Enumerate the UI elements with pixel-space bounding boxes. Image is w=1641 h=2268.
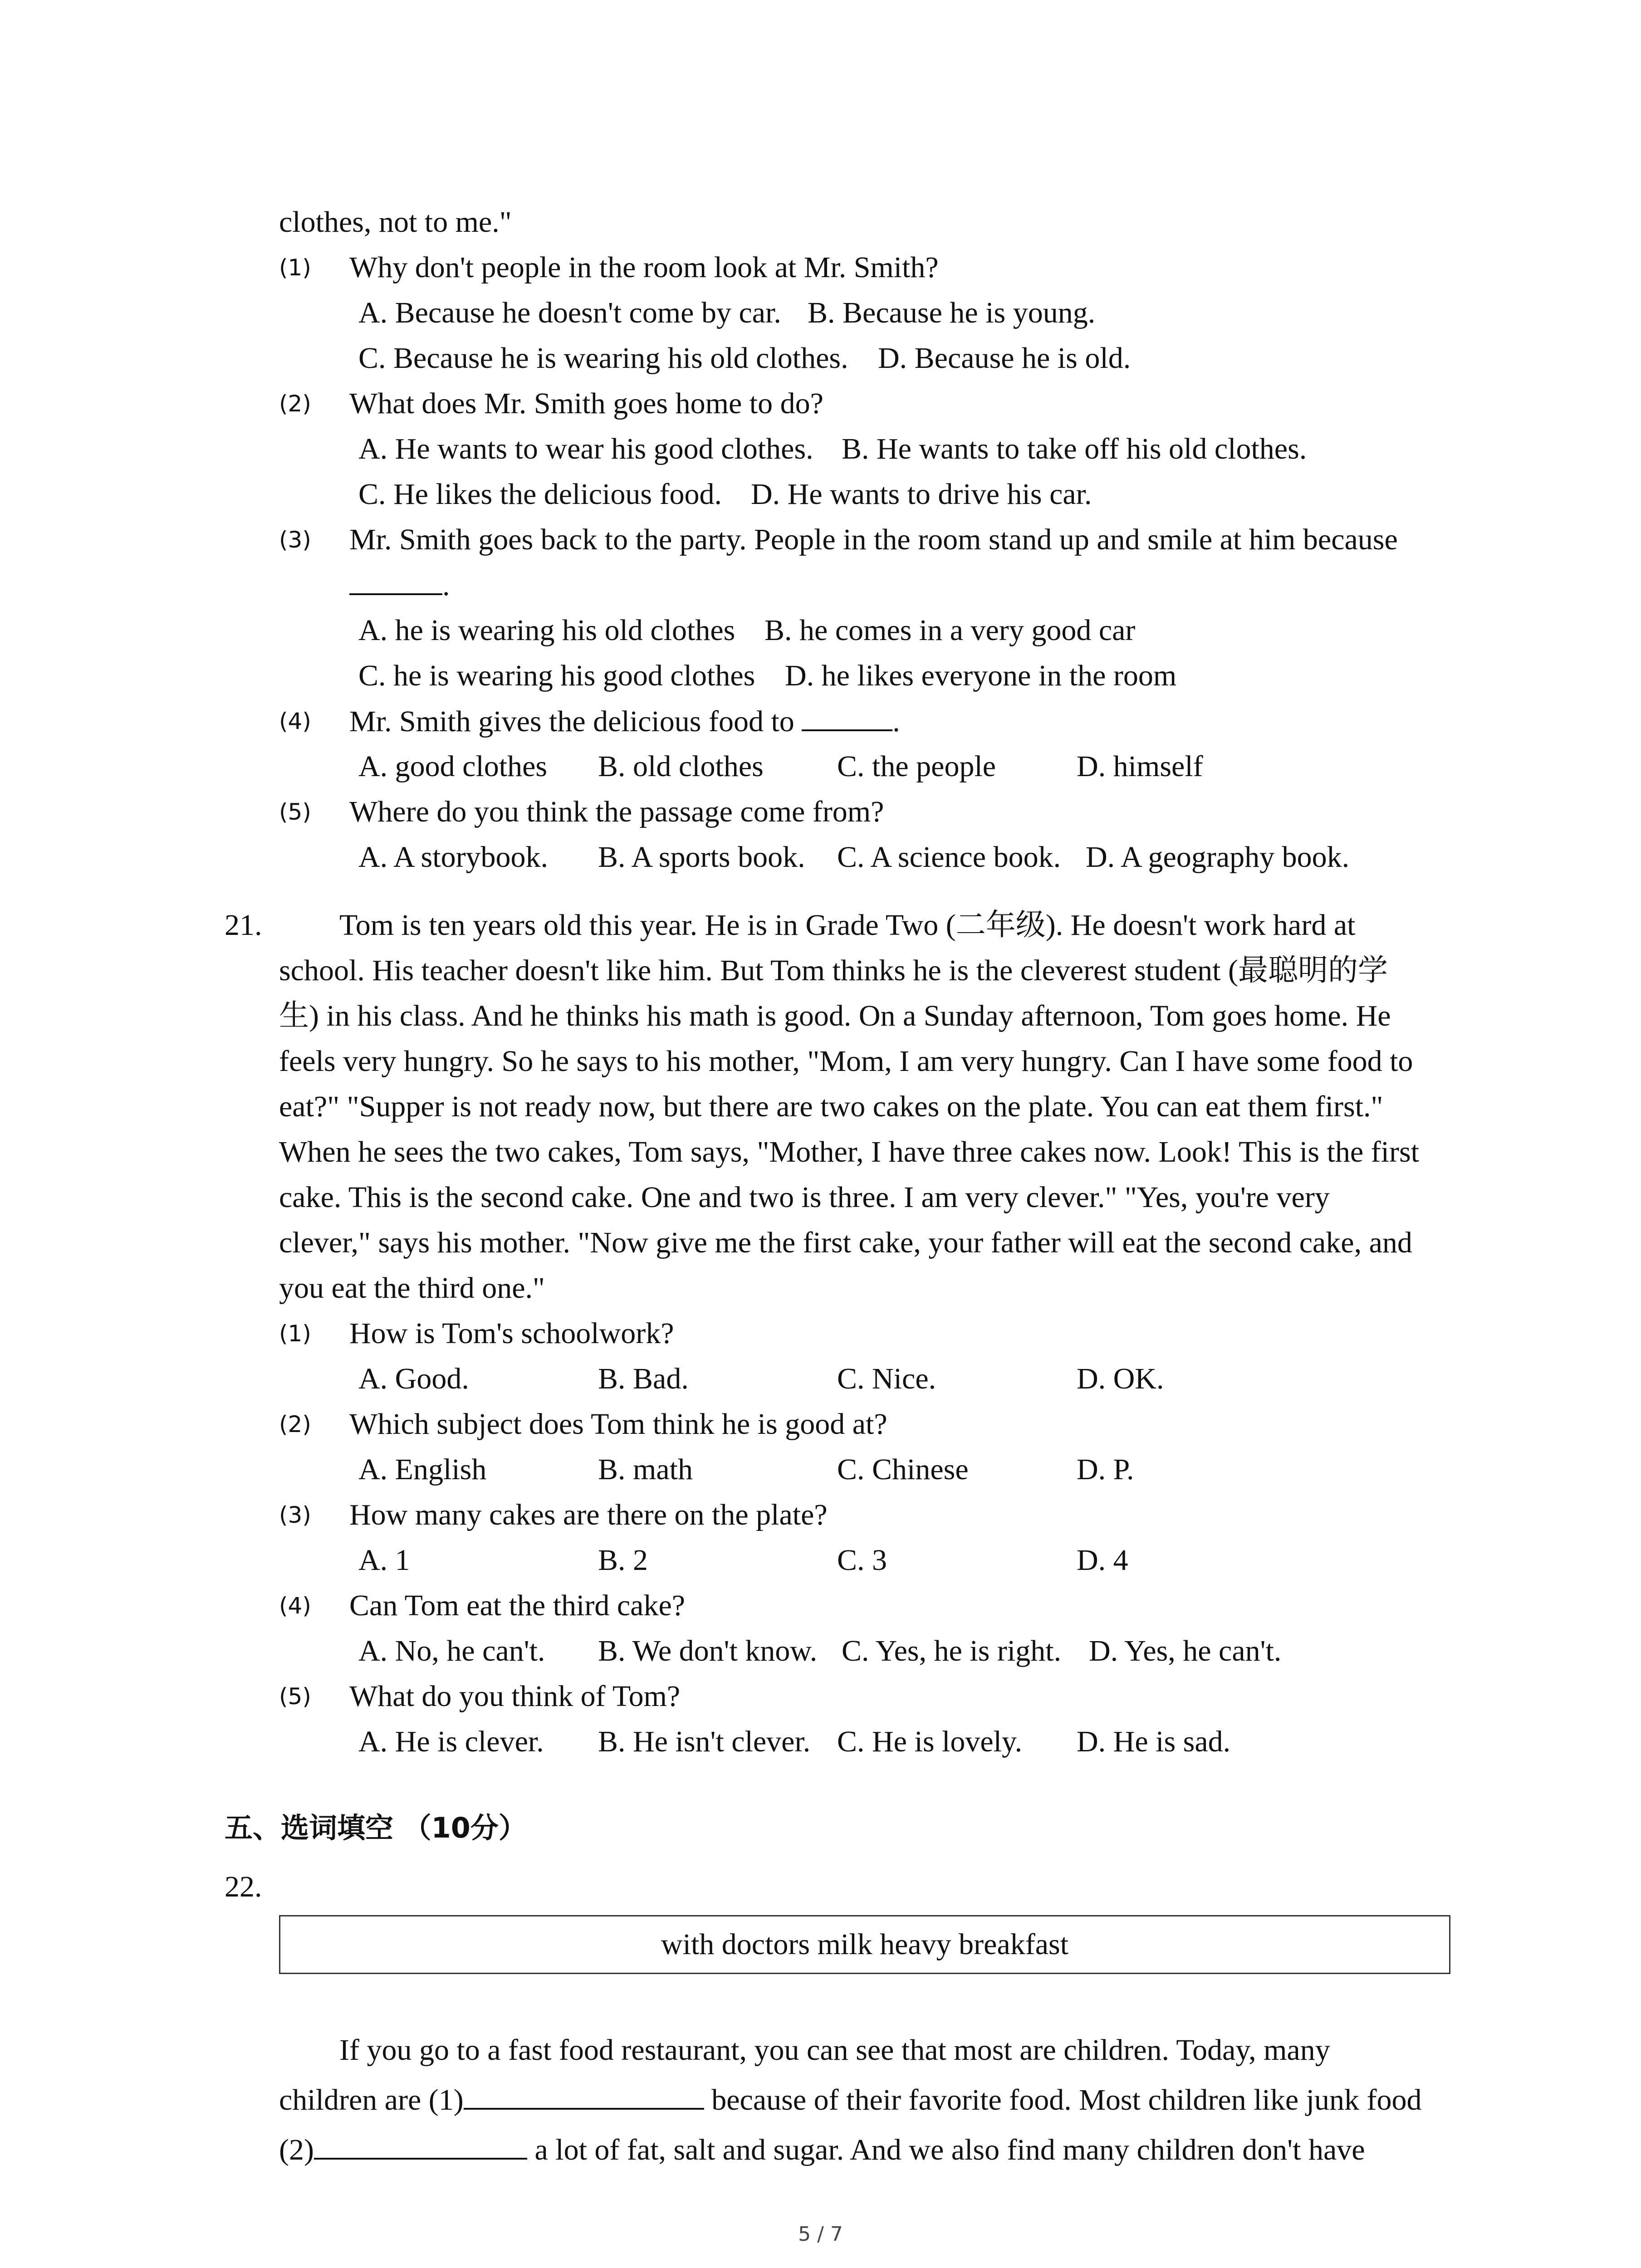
passage-line: Tom is ten years old this year. He is in Grade Two (二年级). He doesn't work hard at xyxy=(339,909,1356,942)
question-stem: Which subject does Tom think he is good at? xyxy=(349,1408,887,1441)
passage-line: children are (1) because of their favorite food. Most children like junk food xyxy=(279,2075,1421,2125)
passage-line: When he sees the two cakes, Tom says, "Mother, I have three cakes now. Look! This is the first xyxy=(279,1135,1419,1168)
option-c: C. he is wearing his good clothes xyxy=(358,659,755,692)
option-d: D. OK. xyxy=(1077,1362,1164,1395)
passage-line: cake. This is the second cake. One and two is three. I am very clever." "Yes, you're very xyxy=(279,1181,1330,1214)
option-c: C. Yes, he is right. xyxy=(842,1634,1062,1667)
question-number: (1) xyxy=(279,254,311,281)
option-a: A. A storybook. xyxy=(358,841,549,874)
answer-blank[interactable] xyxy=(349,562,442,595)
option-a: A. No, he can't. xyxy=(358,1634,545,1667)
option-c: C. A science book. xyxy=(837,841,1061,874)
answer-blank-1[interactable] xyxy=(464,2077,704,2110)
option-c: C. Nice. xyxy=(837,1362,936,1395)
option-d: D. A geography book. xyxy=(1086,841,1350,874)
page-number: 5 / 7 xyxy=(798,2223,843,2246)
option-b: B. math xyxy=(598,1453,693,1486)
word-bank-box xyxy=(279,1915,1450,1974)
question-stem: What does Mr. Smith goes home to do? xyxy=(349,387,823,420)
question-stem: How is Tom's schoolwork? xyxy=(349,1317,674,1350)
answer-blank[interactable] xyxy=(802,699,892,731)
passage-line: you eat the third one." xyxy=(279,1271,545,1305)
option-b: B. A sports book. xyxy=(598,841,805,874)
option-b: B. 2 xyxy=(598,1544,648,1577)
option-c: C. 3 xyxy=(837,1544,887,1577)
passage-line: school. His teacher doesn't like him. But Tom thinks he is the cleverest student (最聪明的学 xyxy=(279,954,1388,987)
option-a: A. 1 xyxy=(358,1544,410,1577)
option-a: A. English xyxy=(358,1453,487,1486)
question-number: (5) xyxy=(279,799,311,825)
option-d: D. P. xyxy=(1077,1453,1134,1486)
option-a: A. He is clever. xyxy=(358,1725,544,1758)
question-stem: Where do you think the passage come from? xyxy=(349,795,884,828)
section-heading: 五、选词填空 （10分） xyxy=(225,1811,527,1844)
passage-line: If you go to a fast food restaurant, you can see that most are children. Today, many xyxy=(339,2033,1330,2067)
option-a: A. Because he doesn't come by car. xyxy=(358,296,781,329)
question-number: (3) xyxy=(279,527,311,553)
question-stem: How many cakes are there on the plate? xyxy=(349,1498,828,1531)
option-a: A. He wants to wear his good clothes. xyxy=(358,432,813,465)
option-b: B. He wants to take off his old clothes. xyxy=(842,432,1307,465)
question-stem: Can Tom eat the third cake? xyxy=(349,1589,686,1622)
option-a: A. he is wearing his old clothes xyxy=(358,614,735,647)
question-stem: Why don't people in the room look at Mr. Smith? xyxy=(349,251,939,284)
answer-blank-2[interactable] xyxy=(314,2127,527,2160)
question-stem: Mr. Smith goes back to the party. People in the room stand up and smile at him because xyxy=(349,523,1398,556)
option-c: C. Because he is wearing his old clothes. xyxy=(358,342,848,375)
question-number: (2) xyxy=(279,1411,311,1437)
question-number: (5) xyxy=(279,1683,311,1710)
option-a: A. Good. xyxy=(358,1362,469,1395)
question-number: (4) xyxy=(279,1593,311,1619)
option-d: D. 4 xyxy=(1077,1544,1128,1577)
option-b: B. old clothes xyxy=(598,750,764,783)
question-number: 21. xyxy=(225,909,262,942)
question-number: (4) xyxy=(279,708,311,734)
option-b: B. Bad. xyxy=(598,1362,689,1395)
option-c: C. the people xyxy=(837,750,996,783)
option-c: C. Chinese xyxy=(837,1453,969,1486)
passage-line: (2) a lot of fat, salt and sugar. And we also find many children don't have xyxy=(279,2125,1365,2175)
option-b: B. We don't know. xyxy=(598,1634,818,1667)
passage-line: clever," says his mother. "Now give me the first cake, your father will eat the second cake, and xyxy=(279,1226,1412,1259)
option-d: D. himself xyxy=(1077,750,1203,783)
option-d: D. He wants to drive his car. xyxy=(751,478,1092,511)
option-d: D. Because he is old. xyxy=(878,342,1131,375)
answer-blank-line: . xyxy=(349,562,450,608)
question-number: (3) xyxy=(279,1502,311,1528)
question-stem: Mr. Smith gives the delicious food to . xyxy=(349,699,900,744)
option-d: D. Yes, he can't. xyxy=(1089,1634,1282,1667)
question-number: (2) xyxy=(279,391,311,417)
passage-line: feels very hungry. So he says to his mother, "Mom, I am very hungry. Can I have some food to xyxy=(279,1045,1413,1078)
option-a: A. good clothes xyxy=(358,750,548,783)
option-c: C. He is lovely. xyxy=(837,1725,1023,1758)
option-b: B. he comes in a very good car xyxy=(764,614,1136,647)
option-d: D. He is sad. xyxy=(1077,1725,1231,1758)
question-number: 22. xyxy=(225,1870,262,1903)
option-b: B. Because he is young. xyxy=(808,296,1096,329)
option-c: C. He likes the delicious food. xyxy=(358,478,722,511)
option-b: B. He isn't clever. xyxy=(598,1725,811,1758)
question-stem: What do you think of Tom? xyxy=(349,1680,681,1713)
passage-tail: clothes, not to me." xyxy=(279,205,512,239)
option-d: D. he likes everyone in the room xyxy=(785,659,1177,692)
passage-line: eat?" "Supper is not ready now, but there are two cakes on the plate. You can eat them first." xyxy=(279,1090,1383,1123)
question-number: (1) xyxy=(279,1320,311,1347)
word-bank: with doctors milk heavy breakfast xyxy=(661,1928,1069,1961)
passage-line: 生) in his class. And he thinks his math is good. On a Sunday afternoon, Tom goes home. He xyxy=(279,999,1391,1032)
